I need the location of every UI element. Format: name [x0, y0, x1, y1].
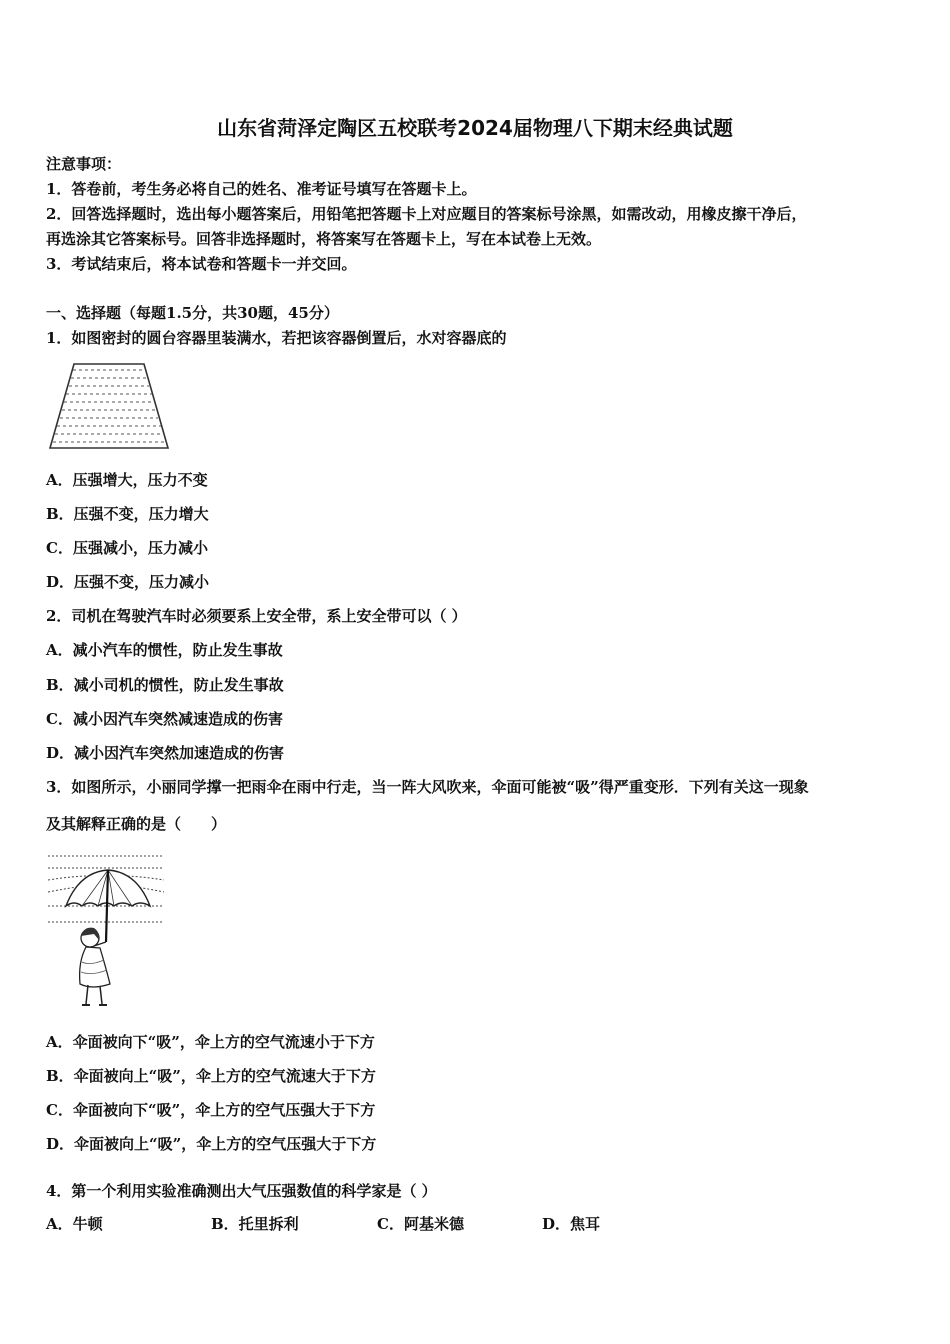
question-stem: 1．如图密封的圆台容器里装满水，若把该容器倒置后，水对容器底的: [46, 329, 507, 347]
option-d: D．焦耳: [542, 1215, 601, 1233]
option-c: C．压强减小，压力减小: [46, 539, 208, 557]
option-a: A．伞面被向下“吸”，伞上方的空气流速小于下方: [46, 1033, 375, 1051]
option-d: D．减小因汽车突然加速造成的伤害: [46, 744, 285, 762]
question-stem: 2．司机在驾驶汽车时必须要系上安全带，系上安全带可以（ ）: [46, 607, 467, 625]
frustum-container-figure: [46, 360, 172, 452]
option-d: D．伞面被向上“吸”，伞上方的空气压强大于下方: [46, 1135, 377, 1153]
section-heading: 一、选择题（每题1.5分，共30题，45分）: [46, 304, 339, 322]
option-c: C．阿基米德: [377, 1215, 464, 1233]
option-b: B．托里拆利: [211, 1215, 299, 1233]
notice-item: 2．回答选择题时，选出每小题答案后，用铅笔把答题卡上对应题目的答案标号涂黑，如需改动，用橡皮擦干净后，: [46, 205, 807, 223]
option-b: B．伞面被向上“吸”，伞上方的空气流速大于下方: [46, 1067, 376, 1085]
umbrella-girl-figure: [44, 850, 170, 1012]
notice-heading: 注意事项：: [46, 155, 122, 173]
question-stem-continued: 及其解释正确的是（ ）: [46, 815, 227, 833]
notice-item: 再选涂其它答案标号。回答非选择题时，将答案写在答题卡上，写在本试卷上无效。: [46, 230, 602, 248]
option-c: C．伞面被向下“吸”，伞上方的空气压强大于下方: [46, 1101, 376, 1119]
notice-item: 3．考试结束后，将本试卷和答题卡一并交回。: [46, 255, 357, 273]
option-b: B．压强不变，压力增大: [46, 505, 209, 523]
option-a: A．牛顿: [46, 1215, 103, 1233]
question-stem: 3．如图所示，小丽同学撑一把雨伞在雨中行走，当一阵大风吹来，伞面可能被“吸”得严重变形．下列有关这一现象: [46, 778, 809, 796]
option-a: A．压强增大，压力不变: [46, 471, 208, 489]
question-stem: 4．第一个利用实验准确测出大气压强数值的科学家是（ ）: [46, 1182, 437, 1200]
option-c: C．减小因汽车突然减速造成的伤害: [46, 710, 283, 728]
option-b: B．减小司机的惯性，防止发生事故: [46, 676, 284, 694]
option-a: A．减小汽车的惯性，防止发生事故: [46, 641, 283, 659]
notice-item: 1．答卷前，考生务必将自己的姓名、准考证号填写在答题卡上。: [46, 180, 477, 198]
option-d: D．压强不变，压力减小: [46, 573, 210, 591]
page-title: 山东省菏泽定陶区五校联考2024届物理八下期末经典试题: [217, 116, 733, 140]
